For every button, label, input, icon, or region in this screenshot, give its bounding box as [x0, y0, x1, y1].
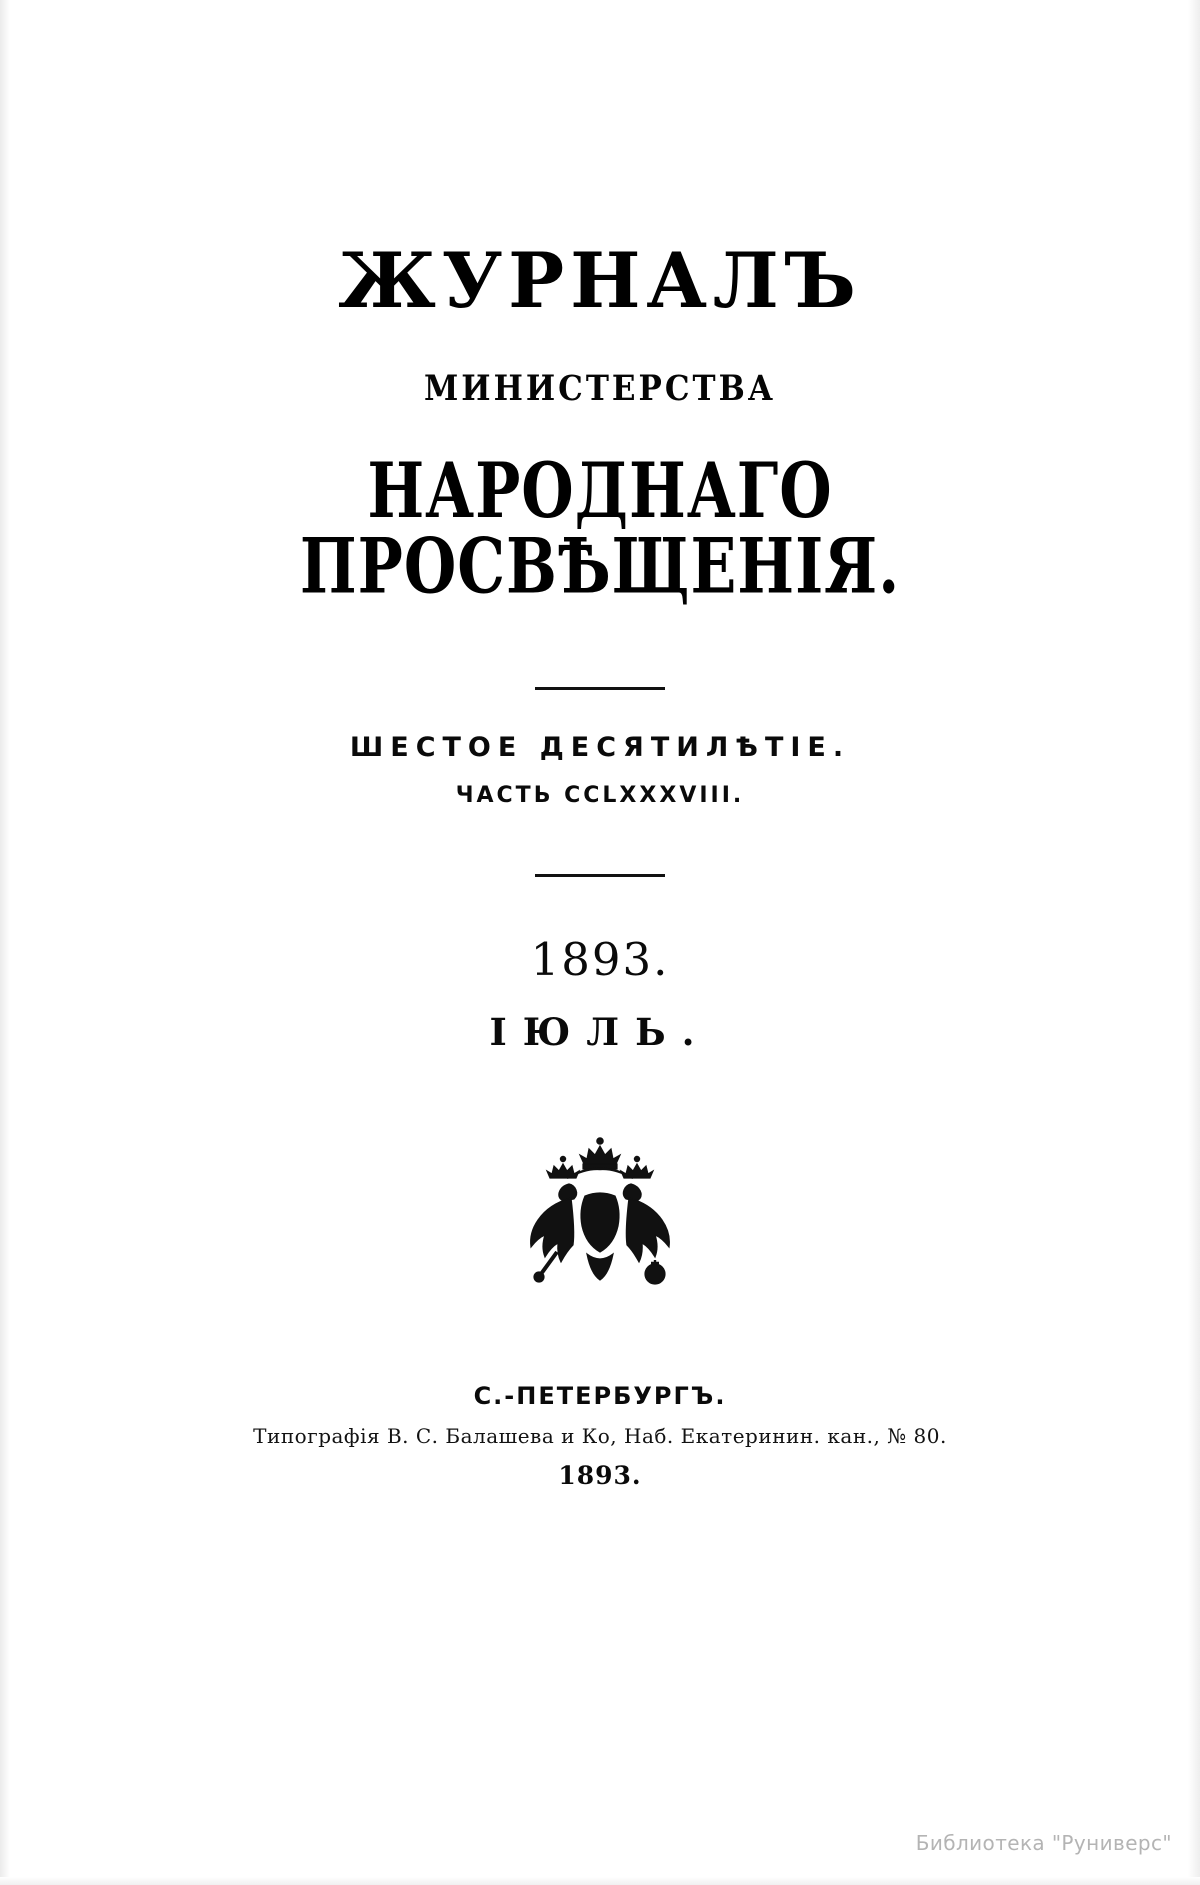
journal-title: ЖУРНАЛЪ — [338, 236, 862, 325]
scan-edge-right — [1188, 0, 1200, 1885]
divider-rule-bottom — [535, 874, 665, 877]
scan-edge-bottom — [0, 1877, 1200, 1885]
decade-label: ШЕСТОЕ ДЕСЯТИЛѢТІЕ. — [349, 732, 851, 763]
library-watermark: Библиотека "Руниверс" — [915, 1831, 1172, 1855]
journal-subtitle-education: НАРОДНАГО ПРОСВѢЩЕНІЯ. — [299, 446, 901, 611]
imprint-printer: Типографія В. С. Балашева и Ко, Наб. Екатеринин. кан., № 80. — [253, 1424, 947, 1448]
imprint-city: С.-ПЕТЕРБУРГЪ. — [473, 1382, 727, 1410]
divider-rule-top — [535, 687, 665, 690]
scan-edge-left — [0, 0, 10, 1885]
journal-subtitle-ministry: МИНИСТЕРСТВА — [423, 368, 777, 410]
part-label: ЧАСТЬ CCLXXXVIII. — [455, 783, 745, 808]
issue-month: ІЮЛЬ. — [489, 1010, 711, 1054]
imprint-year: 1893. — [558, 1461, 642, 1490]
title-page-content — [80, 0, 1120, 1490]
imperial-eagle-icon — [80, 1134, 1120, 1304]
issue-year: 1893. — [530, 933, 670, 986]
